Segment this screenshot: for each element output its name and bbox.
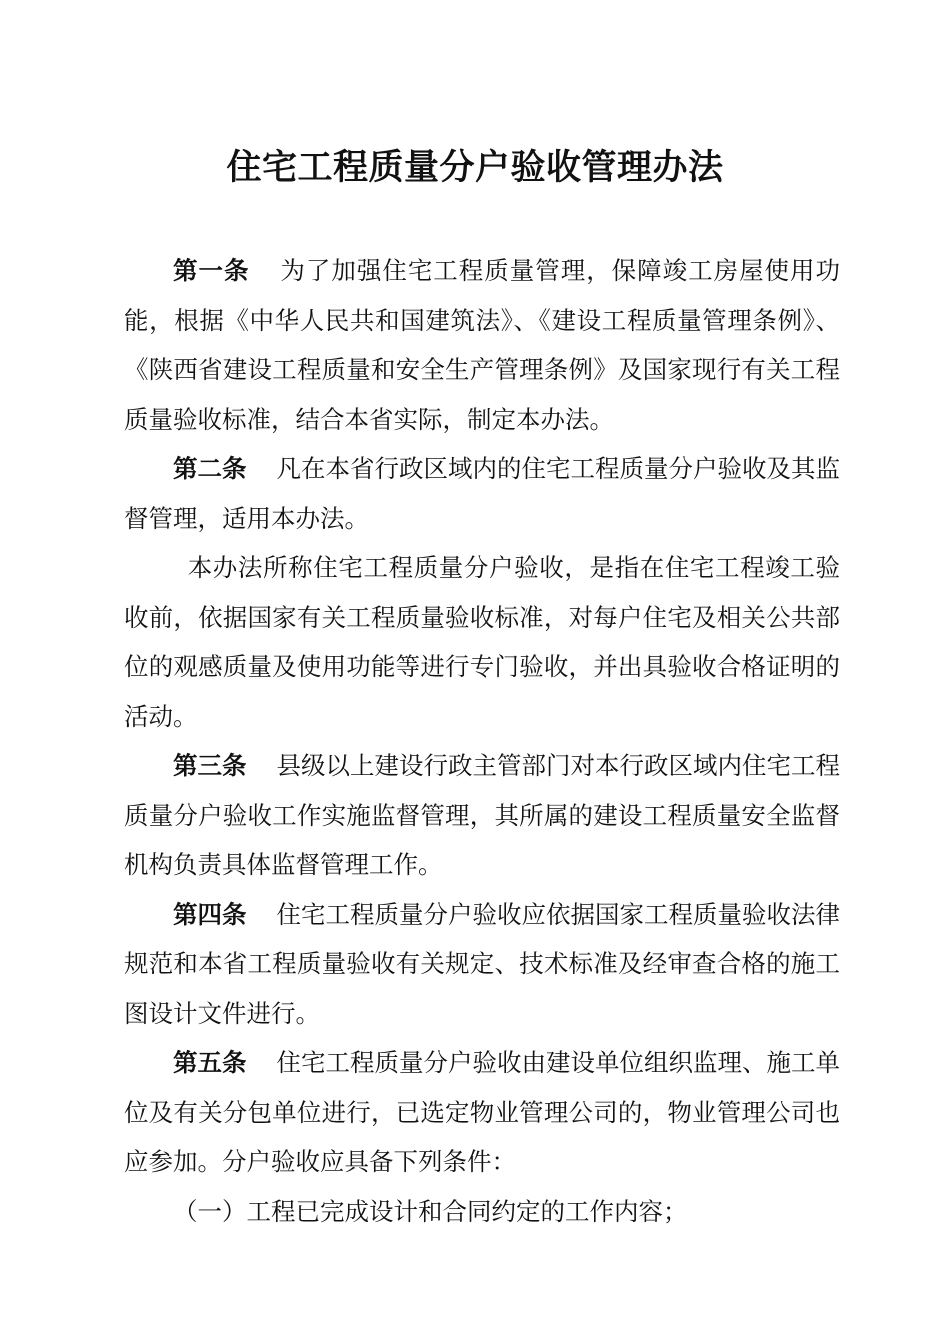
article-4 <box>124 890 840 1039</box>
article-text: 凡在本省行政区域内的住宅工程质量分户验收及其监督管理，适用本办法。 <box>124 454 840 533</box>
article-label: 第三条 <box>173 751 247 780</box>
article-label: 第一条 <box>173 256 250 285</box>
document-body <box>124 246 840 1236</box>
article-2 <box>124 444 840 543</box>
article-text: 住宅工程质量分户验收应依据国家工程质量验收法律规范和本省工程质量验收有关规定、技术标准及经审查合格的施工图设计文件进行。 <box>124 899 840 1028</box>
article-text: 县级以上建设行政主管部门对本行政区域内住宅工程质量分户验收工作实施监督管理，其所属的建设工程质量安全监督机构负责具体监督管理工作。 <box>124 751 840 879</box>
article-text: 为了加强住宅工程质量管理，保障竣工房屋使用功能，根据《中华人民共和国建筑法》、《建设工程质量管理条例》、《陕西省建设工程质量和安全生产管理条例》及国家现行有关工程质量验收标准，结合本省实际，制定本办法。 <box>124 256 841 434</box>
article-label: 第二条 <box>173 454 247 483</box>
article-label: 第五条 <box>173 1048 247 1077</box>
article-text: （一）工程已完成设计和合同约定的工作内容； <box>173 1196 688 1226</box>
article-label: 第四条 <box>173 899 247 929</box>
article-text: 本办法所称住宅工程质量分户验收，是指在住宅工程竣工验收前，依据国家有关工程质量验收标准，对每户住宅及相关公共部位的观感质量及使用功能等进行专门验收，并出具验收合格证明的活动。 <box>124 553 840 731</box>
article-3 <box>124 741 840 890</box>
article-5 <box>124 1038 840 1187</box>
article-1 <box>124 246 840 444</box>
condition-item-1 <box>124 1187 840 1237</box>
article-text: 住宅工程质量分户验收由建设单位组织监理、施工单位及有关分包单位进行，已选定物业管理公司的，物业管理公司也应参加。分户验收应具备下列条件： <box>124 1048 840 1176</box>
article-2-definition <box>124 543 840 741</box>
document-title: 住宅工程质量分户验收管理办法 <box>226 147 724 188</box>
